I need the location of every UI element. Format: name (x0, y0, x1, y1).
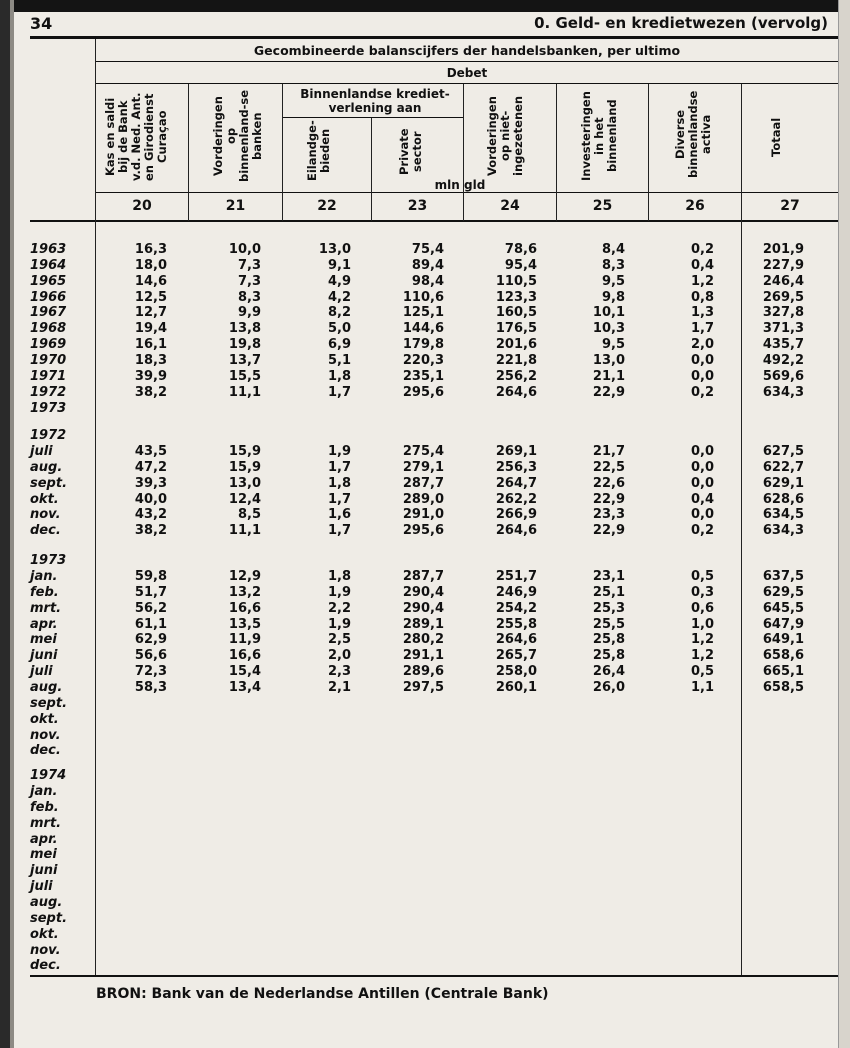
year-row-1968-cell-26: 1,7 (690, 321, 714, 336)
row-1973-4-cell-23: 280,2 (402, 632, 444, 647)
year-row-1970-cell-21: 13,7 (228, 353, 261, 368)
year-row-1965-cell-27: 246,4 (762, 274, 804, 289)
row-1973-6-cell-21: 15,4 (228, 664, 261, 679)
year-row-1969-cell-24: 201,6 (495, 337, 537, 352)
row-1973-6-cell-22: 2,3 (327, 664, 351, 679)
row-1973-2-cell-26: 0,6 (690, 601, 714, 616)
row-1974-11-label: dec. (30, 958, 61, 973)
row-1973-5-cell-23: 291,1 (402, 648, 444, 663)
row-1973-5-cell-27: 658,6 (762, 648, 804, 663)
row-1972-0-cell-27: 627,5 (762, 444, 804, 459)
row-1973-5-cell-25: 25,8 (592, 648, 625, 663)
row-1972-2-cell-23: 287,7 (402, 476, 444, 491)
col-number-27: 27 (780, 198, 800, 214)
year-row-1965-cell-25: 9,5 (601, 274, 625, 289)
row-1974-5-label: juni (30, 863, 58, 878)
row-1973-5-cell-20: 56,6 (134, 648, 167, 663)
row-1972-5-cell-24: 264,6 (495, 523, 537, 538)
year-row-1967-cell-22: 8,2 (327, 305, 351, 320)
row-1973-4-cell-21: 11,9 (228, 632, 261, 647)
row-1973-6-cell-24: 258,0 (495, 664, 537, 679)
year-row-1966-cell-20: 12,5 (134, 290, 167, 305)
year-row-1971-cell-26: 0,0 (690, 369, 714, 384)
year-row-1969-cell-22: 6,9 (327, 337, 351, 352)
row-1972-1-label: aug. (30, 460, 63, 475)
row-1973-4-cell-24: 264,6 (495, 632, 537, 647)
row-1972-0-cell-26: 0,0 (690, 444, 714, 459)
row-1973-2-label: mrt. (30, 601, 62, 616)
row-1973-4-cell-22: 2,5 (327, 632, 351, 647)
row-1972-4-cell-24: 266,9 (495, 507, 537, 522)
row-1974-10-label: nov. (30, 943, 61, 958)
year-row-1966-cell-25: 9,8 (601, 290, 625, 305)
row-1973-10-label: nov. (30, 728, 61, 743)
row-1972-3-cell-20: 40,0 (134, 492, 167, 507)
year-row-1969-cell-23: 179,8 (402, 337, 444, 352)
row-1972-3-cell-22: 1,7 (327, 492, 351, 507)
row-1973-0-cell-23: 287,7 (402, 569, 444, 584)
page-number: 34 (30, 14, 53, 33)
row-1972-2-cell-24: 264,7 (495, 476, 537, 491)
year-row-1971-cell-22: 1,8 (327, 369, 351, 384)
year-row-1968-label: 1968 (30, 321, 67, 336)
row-1973-5-cell-21: 16,6 (228, 648, 261, 663)
year-row-1963-cell-26: 0,2 (690, 242, 714, 257)
row-1972-4-cell-26: 0,0 (690, 507, 714, 522)
row-1972-5-cell-21: 11,1 (228, 523, 261, 538)
row-1972-5-cell-20: 38,2 (134, 523, 167, 538)
row-1972-5-label: dec. (30, 523, 61, 538)
year-row-1964-cell-22: 9,1 (327, 258, 351, 273)
col-number-23: 23 (407, 198, 428, 214)
year-row-1965-cell-23: 98,4 (411, 274, 444, 289)
row-1972-1-cell-25: 22,5 (592, 460, 625, 475)
year-row-1963-label: 1963 (30, 242, 67, 257)
group-underline (282, 117, 463, 118)
row-1973-6-cell-27: 665,1 (762, 664, 804, 679)
row-1972-3-cell-24: 262,2 (495, 492, 537, 507)
row-1972-4-cell-23: 291,0 (402, 507, 444, 522)
row-1973-1-cell-27: 629,5 (762, 585, 804, 600)
row-1972-2-cell-25: 22,6 (592, 476, 625, 491)
row-1973-3-cell-26: 1,0 (690, 617, 714, 632)
year-row-1969-cell-25: 9,5 (601, 337, 625, 352)
group-header: Binnenlandse krediet-verlening aan (300, 87, 450, 115)
row-1973-1-cell-20: 51,7 (134, 585, 167, 600)
year-row-1967-cell-20: 12,7 (134, 305, 167, 320)
row-1973-9-label: okt. (30, 712, 59, 727)
col-number-24: 24 (500, 198, 520, 214)
row-1973-1-cell-24: 246,9 (495, 585, 537, 600)
year-row-1966-cell-23: 110,6 (402, 290, 444, 305)
row-1972-1-cell-26: 0,0 (690, 460, 714, 475)
row-1972-0-cell-24: 269,1 (495, 444, 537, 459)
row-1972-3-cell-27: 628,6 (762, 492, 804, 507)
year-row-1968-cell-25: 10,3 (592, 321, 625, 336)
year-row-1969-label: 1969 (30, 337, 67, 352)
row-1973-1-cell-21: 13,2 (228, 585, 261, 600)
year-row-1971-cell-24: 256,2 (495, 369, 537, 384)
year-row-1963-cell-25: 8,4 (601, 242, 625, 257)
row-1974-7-label: aug. (30, 895, 63, 910)
row-1972-4-cell-22: 1,6 (327, 507, 351, 522)
row-1973-2-cell-25: 25,3 (592, 601, 625, 616)
row-1973-5-label: juni (30, 648, 58, 663)
row-1972-0-cell-20: 43,5 (134, 444, 167, 459)
row-1973-2-cell-24: 254,2 (495, 601, 537, 616)
row-1973-7-cell-26: 1,1 (690, 680, 714, 695)
row-1974-0-label: jan. (30, 784, 58, 799)
unit-rule (96, 192, 838, 193)
year-row-1963-cell-23: 75,4 (411, 242, 444, 257)
row-1972-3-cell-25: 22,9 (592, 492, 625, 507)
row-1973-7-cell-23: 297,5 (402, 680, 444, 695)
row-1973-2-cell-23: 290,4 (402, 601, 444, 616)
year-row-1969-cell-21: 19,8 (228, 337, 261, 352)
row-1973-0-cell-27: 637,5 (762, 569, 804, 584)
year-row-1972-cell-22: 1,7 (327, 385, 351, 400)
col-number-26: 26 (685, 198, 705, 214)
year-row-1967-cell-21: 9,9 (237, 305, 261, 320)
year-row-1967-label: 1967 (30, 305, 67, 320)
year-row-1966-label: 1966 (30, 290, 67, 305)
year-row-1965-cell-24: 110,5 (495, 274, 537, 289)
row-1973-1-cell-26: 0,3 (690, 585, 714, 600)
col-number-22: 22 (317, 198, 337, 214)
row-1972-1-cell-27: 622,7 (762, 460, 804, 475)
year-row-1963-cell-21: 10,0 (228, 242, 261, 257)
col-number-21: 21 (225, 198, 246, 214)
row-1974-3-label: apr. (30, 832, 58, 847)
row-1974-1-label: feb. (30, 800, 59, 815)
year-row-1969-cell-20: 16,1 (134, 337, 167, 352)
row-1973-7-cell-20: 58,3 (134, 680, 167, 695)
row-1972-5-cell-27: 634,3 (762, 523, 804, 538)
year-row-1972-cell-23: 295,6 (402, 385, 444, 400)
year-row-1963-cell-27: 201,9 (762, 242, 804, 257)
col-number-25: 25 (592, 198, 613, 214)
year-row-1970-cell-23: 220,3 (402, 353, 444, 368)
year-row-1965-label: 1965 (30, 274, 67, 289)
row-1974-4-label: mei (30, 847, 57, 862)
year-row-1967-cell-27: 327,8 (762, 305, 804, 320)
year-row-1972-cell-25: 22,9 (592, 385, 625, 400)
col-number-20: 20 (132, 198, 152, 214)
row-1972-1-cell-21: 15,9 (228, 460, 261, 475)
col-line-0 (95, 39, 96, 975)
table-title: Gecombineerde balanscijfers der handelsbanken, per ultimo (253, 43, 681, 58)
row-1973-7-cell-21: 13,4 (228, 680, 261, 695)
row-1972-1-cell-22: 1,7 (327, 460, 351, 475)
row-1972-2-cell-20: 39,3 (134, 476, 167, 491)
year-row-1972-cell-21: 11,1 (228, 385, 261, 400)
year-row-1964-cell-25: 8,3 (601, 258, 625, 273)
row-1972-3-cell-26: 0,4 (690, 492, 714, 507)
row-1973-3-cell-22: 1,9 (327, 617, 351, 632)
row-1972-0-label: juli (30, 444, 53, 459)
year-row-1971-label: 1971 (30, 369, 67, 384)
year-row-1966-cell-22: 4,2 (327, 290, 351, 305)
row-1973-3-cell-21: 13,5 (228, 617, 261, 632)
year-row-1967-cell-23: 125,1 (402, 305, 444, 320)
col-header-25: Investeringen in het binnenland (579, 91, 619, 181)
row-1972-2-cell-26: 0,0 (690, 476, 714, 491)
col-header-27: Totaal (769, 117, 783, 157)
col-header-22: Eilandge-bieden (305, 120, 332, 182)
colno-rule (30, 220, 838, 222)
row-1973-5-cell-22: 2,0 (327, 648, 351, 663)
year-row-1970-cell-20: 18,3 (134, 353, 167, 368)
year-row-1969-cell-26: 2,0 (690, 337, 714, 352)
year-row-1972-cell-26: 0,2 (690, 385, 714, 400)
year-row-1966-cell-26: 0,8 (690, 290, 714, 305)
year-row-1970-cell-25: 13,0 (592, 353, 625, 368)
row-1973-2-cell-21: 16,6 (228, 601, 261, 616)
year-row-1967-cell-26: 1,3 (690, 305, 714, 320)
row-1973-0-cell-22: 1,8 (327, 569, 351, 584)
col-header-26: Diverse binnenlandse activa (673, 90, 713, 178)
row-1972-5-cell-22: 1,7 (327, 523, 351, 538)
row-1972-0-cell-21: 15,9 (228, 444, 261, 459)
year-row-1965-cell-21: 7,3 (237, 274, 261, 289)
row-1973-7-cell-27: 658,5 (762, 680, 804, 695)
year-row-1970-label: 1970 (30, 353, 67, 368)
row-1973-7-cell-24: 260,1 (495, 680, 537, 695)
row-1972-0-cell-22: 1,9 (327, 444, 351, 459)
year-row-1964-cell-21: 7,3 (237, 258, 261, 273)
year-heading-1974: 1974 (30, 768, 67, 783)
row-1974-9-label: okt. (30, 927, 59, 942)
year-row-1971-cell-21: 15,5 (228, 369, 261, 384)
debet-header: Debet (446, 66, 488, 80)
year-row-1971-cell-25: 21,1 (592, 369, 625, 384)
row-1973-0-cell-25: 23,1 (592, 569, 625, 584)
row-1972-0-cell-23: 275,4 (402, 444, 444, 459)
year-row-1968-cell-27: 371,3 (762, 321, 804, 336)
row-1973-6-cell-26: 0,5 (690, 664, 714, 679)
row-1972-2-cell-27: 629,1 (762, 476, 804, 491)
col-header-23: Private sector (397, 128, 424, 176)
row-1972-4-cell-20: 43,2 (134, 507, 167, 522)
row-1972-4-cell-21: 8,5 (237, 507, 261, 522)
year-row-1971-cell-20: 39,9 (134, 369, 167, 384)
year-heading-1972: 1972 (30, 428, 67, 443)
year-row-1972-cell-24: 264,6 (495, 385, 537, 400)
unit-label: mln gld (434, 178, 486, 192)
year-row-1963-cell-20: 16,3 (134, 242, 167, 257)
col-header-20: Kas en saldi bij de Bank v.d. Ned. Ant. en Girodienst Curaçao (103, 92, 169, 182)
row-1973-3-cell-24: 255,8 (495, 617, 537, 632)
row-1972-0-cell-25: 21,7 (592, 444, 625, 459)
book-spine-shadow (10, 0, 14, 1048)
year-row-1967-cell-25: 10,1 (592, 305, 625, 320)
row-1973-8-label: sept. (30, 696, 68, 711)
year-row-1963-cell-22: 13,0 (318, 242, 351, 257)
row-1972-3-cell-21: 12,4 (228, 492, 261, 507)
year-row-1964-label: 1964 (30, 258, 67, 273)
row-1972-1-cell-24: 256,3 (495, 460, 537, 475)
col-header-24: Vorderingen op niet-ingezetenen (485, 95, 525, 177)
year-row-1970-cell-24: 221,8 (495, 353, 537, 368)
row-1973-1-cell-23: 290,4 (402, 585, 444, 600)
year-row-1966-cell-24: 123,3 (495, 290, 537, 305)
row-1972-4-cell-25: 23,3 (592, 507, 625, 522)
top-rule (30, 36, 838, 39)
year-row-1968-cell-21: 13,8 (228, 321, 261, 336)
row-1973-0-cell-21: 12,9 (228, 569, 261, 584)
year-row-1964-cell-24: 95,4 (504, 258, 537, 273)
row-1973-4-cell-25: 25,8 (592, 632, 625, 647)
year-row-1971-cell-27: 569,6 (762, 369, 804, 384)
next-page-edge (838, 0, 850, 1048)
year-row-1969-cell-27: 435,7 (762, 337, 804, 352)
row-1973-7-cell-22: 2,1 (327, 680, 351, 695)
row-1973-6-cell-25: 26,4 (592, 664, 625, 679)
year-row-1972-cell-27: 634,3 (762, 385, 804, 400)
row-1973-3-cell-20: 61,1 (134, 617, 167, 632)
scan-top-band (0, 0, 850, 12)
row-1973-1-cell-25: 25,1 (592, 585, 625, 600)
year-row-1966-cell-27: 269,5 (762, 290, 804, 305)
year-row-1965-cell-26: 1,2 (690, 274, 714, 289)
row-1973-6-label: juli (30, 664, 53, 679)
row-1972-2-label: sept. (30, 476, 68, 491)
row-1972-3-label: okt. (30, 492, 59, 507)
year-row-1972-cell-20: 38,2 (134, 385, 167, 400)
row-1972-4-cell-27: 634,5 (762, 507, 804, 522)
row-1973-3-cell-23: 289,1 (402, 617, 444, 632)
year-row-1965-cell-20: 14,6 (134, 274, 167, 289)
row-1973-7-label: aug. (30, 680, 63, 695)
row-1972-4-label: nov. (30, 507, 61, 522)
year-row-1965-cell-22: 4,9 (327, 274, 351, 289)
row-1973-1-cell-22: 1,9 (327, 585, 351, 600)
row-1972-2-cell-21: 13,0 (228, 476, 261, 491)
year-row-1970-cell-27: 492,2 (762, 353, 804, 368)
row-1972-2-cell-22: 1,8 (327, 476, 351, 491)
year-row-1967-cell-24: 160,5 (495, 305, 537, 320)
row-1973-5-cell-24: 265,7 (495, 648, 537, 663)
year-row-1968-cell-20: 19,4 (134, 321, 167, 336)
year-row-1972-label: 1972 (30, 385, 67, 400)
bottom-rule (30, 975, 838, 977)
row-1973-1-label: feb. (30, 585, 59, 600)
row-1973-11-label: dec. (30, 743, 61, 758)
row-1972-5-cell-26: 0,2 (690, 523, 714, 538)
row-1973-6-cell-20: 72,3 (134, 664, 167, 679)
row-1973-0-cell-26: 0,5 (690, 569, 714, 584)
year-heading-1973: 1973 (30, 553, 67, 568)
year-row-1966-cell-21: 8,3 (237, 290, 261, 305)
row-1973-0-cell-20: 59,8 (134, 569, 167, 584)
year-row-1968-cell-23: 144,6 (402, 321, 444, 336)
row-1973-0-label: jan. (30, 569, 58, 584)
row-1972-1-cell-20: 47,2 (134, 460, 167, 475)
year-row-1971-cell-23: 235,1 (402, 369, 444, 384)
row-1973-0-cell-24: 251,7 (495, 569, 537, 584)
book-spine (0, 0, 10, 1048)
year-row-1964-cell-23: 89,4 (411, 258, 444, 273)
row-1973-4-cell-20: 62,9 (134, 632, 167, 647)
year-row-1970-cell-22: 5,1 (327, 353, 351, 368)
row-1974-8-label: sept. (30, 911, 68, 926)
year-row-1964-cell-27: 227,9 (762, 258, 804, 273)
row-1972-5-cell-25: 22,9 (592, 523, 625, 538)
row-1973-3-cell-27: 647,9 (762, 617, 804, 632)
col-header-21: Vorderingen op binnenland-se banken (211, 89, 264, 183)
row-1973-2-cell-22: 2,2 (327, 601, 351, 616)
year-row-1973-label: 1973 (30, 401, 67, 416)
year-row-1964-cell-20: 18,0 (134, 258, 167, 273)
year-row-1963-cell-24: 78,6 (504, 242, 537, 257)
year-row-1968-cell-24: 176,5 (495, 321, 537, 336)
row-1974-6-label: juli (30, 879, 53, 894)
row-1973-2-cell-20: 56,2 (134, 601, 167, 616)
row-1973-4-label: mei (30, 632, 57, 647)
row-1974-2-label: mrt. (30, 816, 62, 831)
row-1972-5-cell-23: 295,6 (402, 523, 444, 538)
year-row-1970-cell-26: 0,0 (690, 353, 714, 368)
row-1973-7-cell-25: 26,0 (592, 680, 625, 695)
source-note: BRON: Bank van de Nederlandse Antillen (Centrale Bank) (96, 986, 549, 1002)
row-1973-3-label: apr. (30, 617, 58, 632)
title-underline (96, 61, 838, 62)
year-row-1964-cell-26: 0,4 (690, 258, 714, 273)
year-row-1968-cell-22: 5,0 (327, 321, 351, 336)
row-1972-3-cell-23: 289,0 (402, 492, 444, 507)
row-1973-6-cell-23: 289,6 (402, 664, 444, 679)
row-1973-4-cell-27: 649,1 (762, 632, 804, 647)
chapter-title: 0. Geld- en kredietwezen (vervolg) (534, 14, 828, 32)
row-1973-4-cell-26: 1,2 (690, 632, 714, 647)
row-1973-2-cell-27: 645,5 (762, 601, 804, 616)
row-1973-3-cell-25: 25,5 (592, 617, 625, 632)
row-1973-5-cell-26: 1,2 (690, 648, 714, 663)
debet-underline (96, 83, 838, 84)
row-1972-1-cell-23: 279,1 (402, 460, 444, 475)
